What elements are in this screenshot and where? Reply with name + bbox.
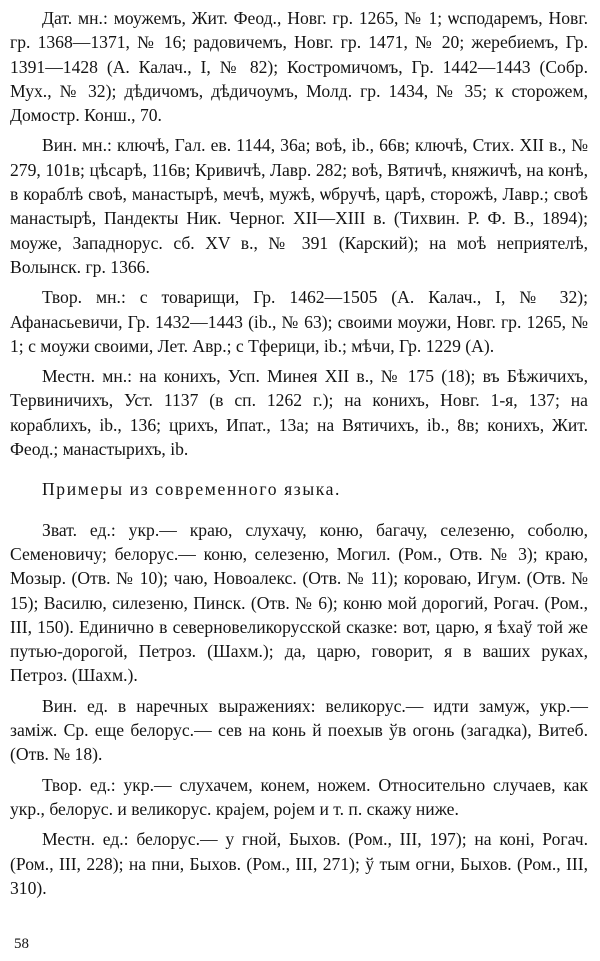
paragraph-locative-plural: Местн. мн.: на конихъ, Усп. Минея XII в., № 175 (18); въ Бѣжичихъ, Тервиничихъ, Уст. 1137 (в сп. 1262 г.); на конихъ, Новг. 1-я, 137; на кораблихъ, ib., 136; црихъ, Ипат., 13а; на Вятичихъ, ib., 8в; конихъ, Жит. Феод.; манастырихъ, ib. bbox=[10, 366, 588, 460]
paragraph-dative-plural: Дат. мн.: моужемъ, Жит. Феод., Новг. гр. 1265, № 1; ѡсподаремъ, Новг. гр. 1368—1371, № 16; радовичемъ, Новг. гр. 1471, № 20; жеребиемъ, Гр. 1391—1428 (А. Калач., I, № 82); Костромичомъ, Гр. 1442—1443 (Собр. Мух., № 32); дѣдичомъ, дѣдичоумъ, Молд. гр. 1434, № 35; к сторожем, Домостр. Конш., 70. bbox=[10, 8, 588, 126]
paragraph-accusative-plural: Вин. мн.: ключѣ, Гал. ев. 1144, 36а; воѣ, ib., 66в; ключѣ, Стих. XII в., № 279, 101в; цѣсарѣ, 116в; Кривичѣ, Лавр. 282; воѣ, Вятичѣ, княжичѣ, на конѣ, в кораблѣ своѣ, манастырѣ, мечѣ, мужѣ, ѡбручѣ, царѣ, сторожѣ, Лавр.; своѣ манастырѣ, Пандекты Ник. Черног. XII—XIII в. (Тихвин. Р. Ф. В., 1894); моуже, Западнорус. сб. XV в., № 391 (Карский); на моѣ неприятелѣ, Волынск. гр. 1366. bbox=[10, 135, 588, 277]
document-page bbox=[10, 6, 588, 906]
paragraph-vocative-singular: Зват. ед.: укр.— краю, слухачу, коню, багачу, селезеню, соболю, Семеновичу; белорус.— коню, селезеню, Могил. (Ром., Отв. № 3); краю, Мозыр. (Отв. № 10); чаю, Новоалекс. (Отв. № 11); коровaю, Игум. (Отв. № 15); Василю, силезеню, Пинск. (Отв. № 6); коню мой дорогий, Рогач. (Ром., III, 150). Единично в северновеликорусской сказке: вот, царю, я ѣхаў той же путью-дорогой, Петроз. (Шахм.); да, царю, говорит, я в ваших руках, Петроз. (Шахм.). bbox=[10, 519, 588, 686]
paragraph-instrumental-singular: Твор. ед.: укр.— слухачем, конем, ножем. Относительно случаев, как укр., белорус. и великорус. краjем, роjем и т. п. скажу ниже. bbox=[10, 774, 588, 819]
section-heading: Примеры из современного языка. bbox=[42, 479, 342, 500]
page-number: 58 bbox=[14, 936, 29, 952]
paragraph-accusative-singular: Вин. ед. в наречных выражениях: великорус.— идти замуж, укр.— заміж. Ср. еще белорус.— сев на конь й поехыв ўв огонь (загадка), Витеб. (Отв. № 18). bbox=[10, 695, 588, 765]
paragraph-locative-singular: Местн. ед.: белорус.— у гной, Быхов. (Ром., III, 197); на коні, Рогач. (Ром., III, 228); на пни, Быхов. (Ром., III, 271); ў тым огни, Быхов. (Ром., III, 310). bbox=[10, 829, 588, 898]
paragraph-instrumental-plural: Твор. мн.: с товарищи, Гр. 1462—1505 (А. Калач., I, № 32); Афанасьевичи, Гр. 1432—1443 (ib., № 63); своими моужи, Новг. гр. 1265, № 1; с моужи своими, Лет. Авр.; с Тферици, ib.; мѣчи, Гр. 1229 (А). bbox=[10, 287, 588, 356]
